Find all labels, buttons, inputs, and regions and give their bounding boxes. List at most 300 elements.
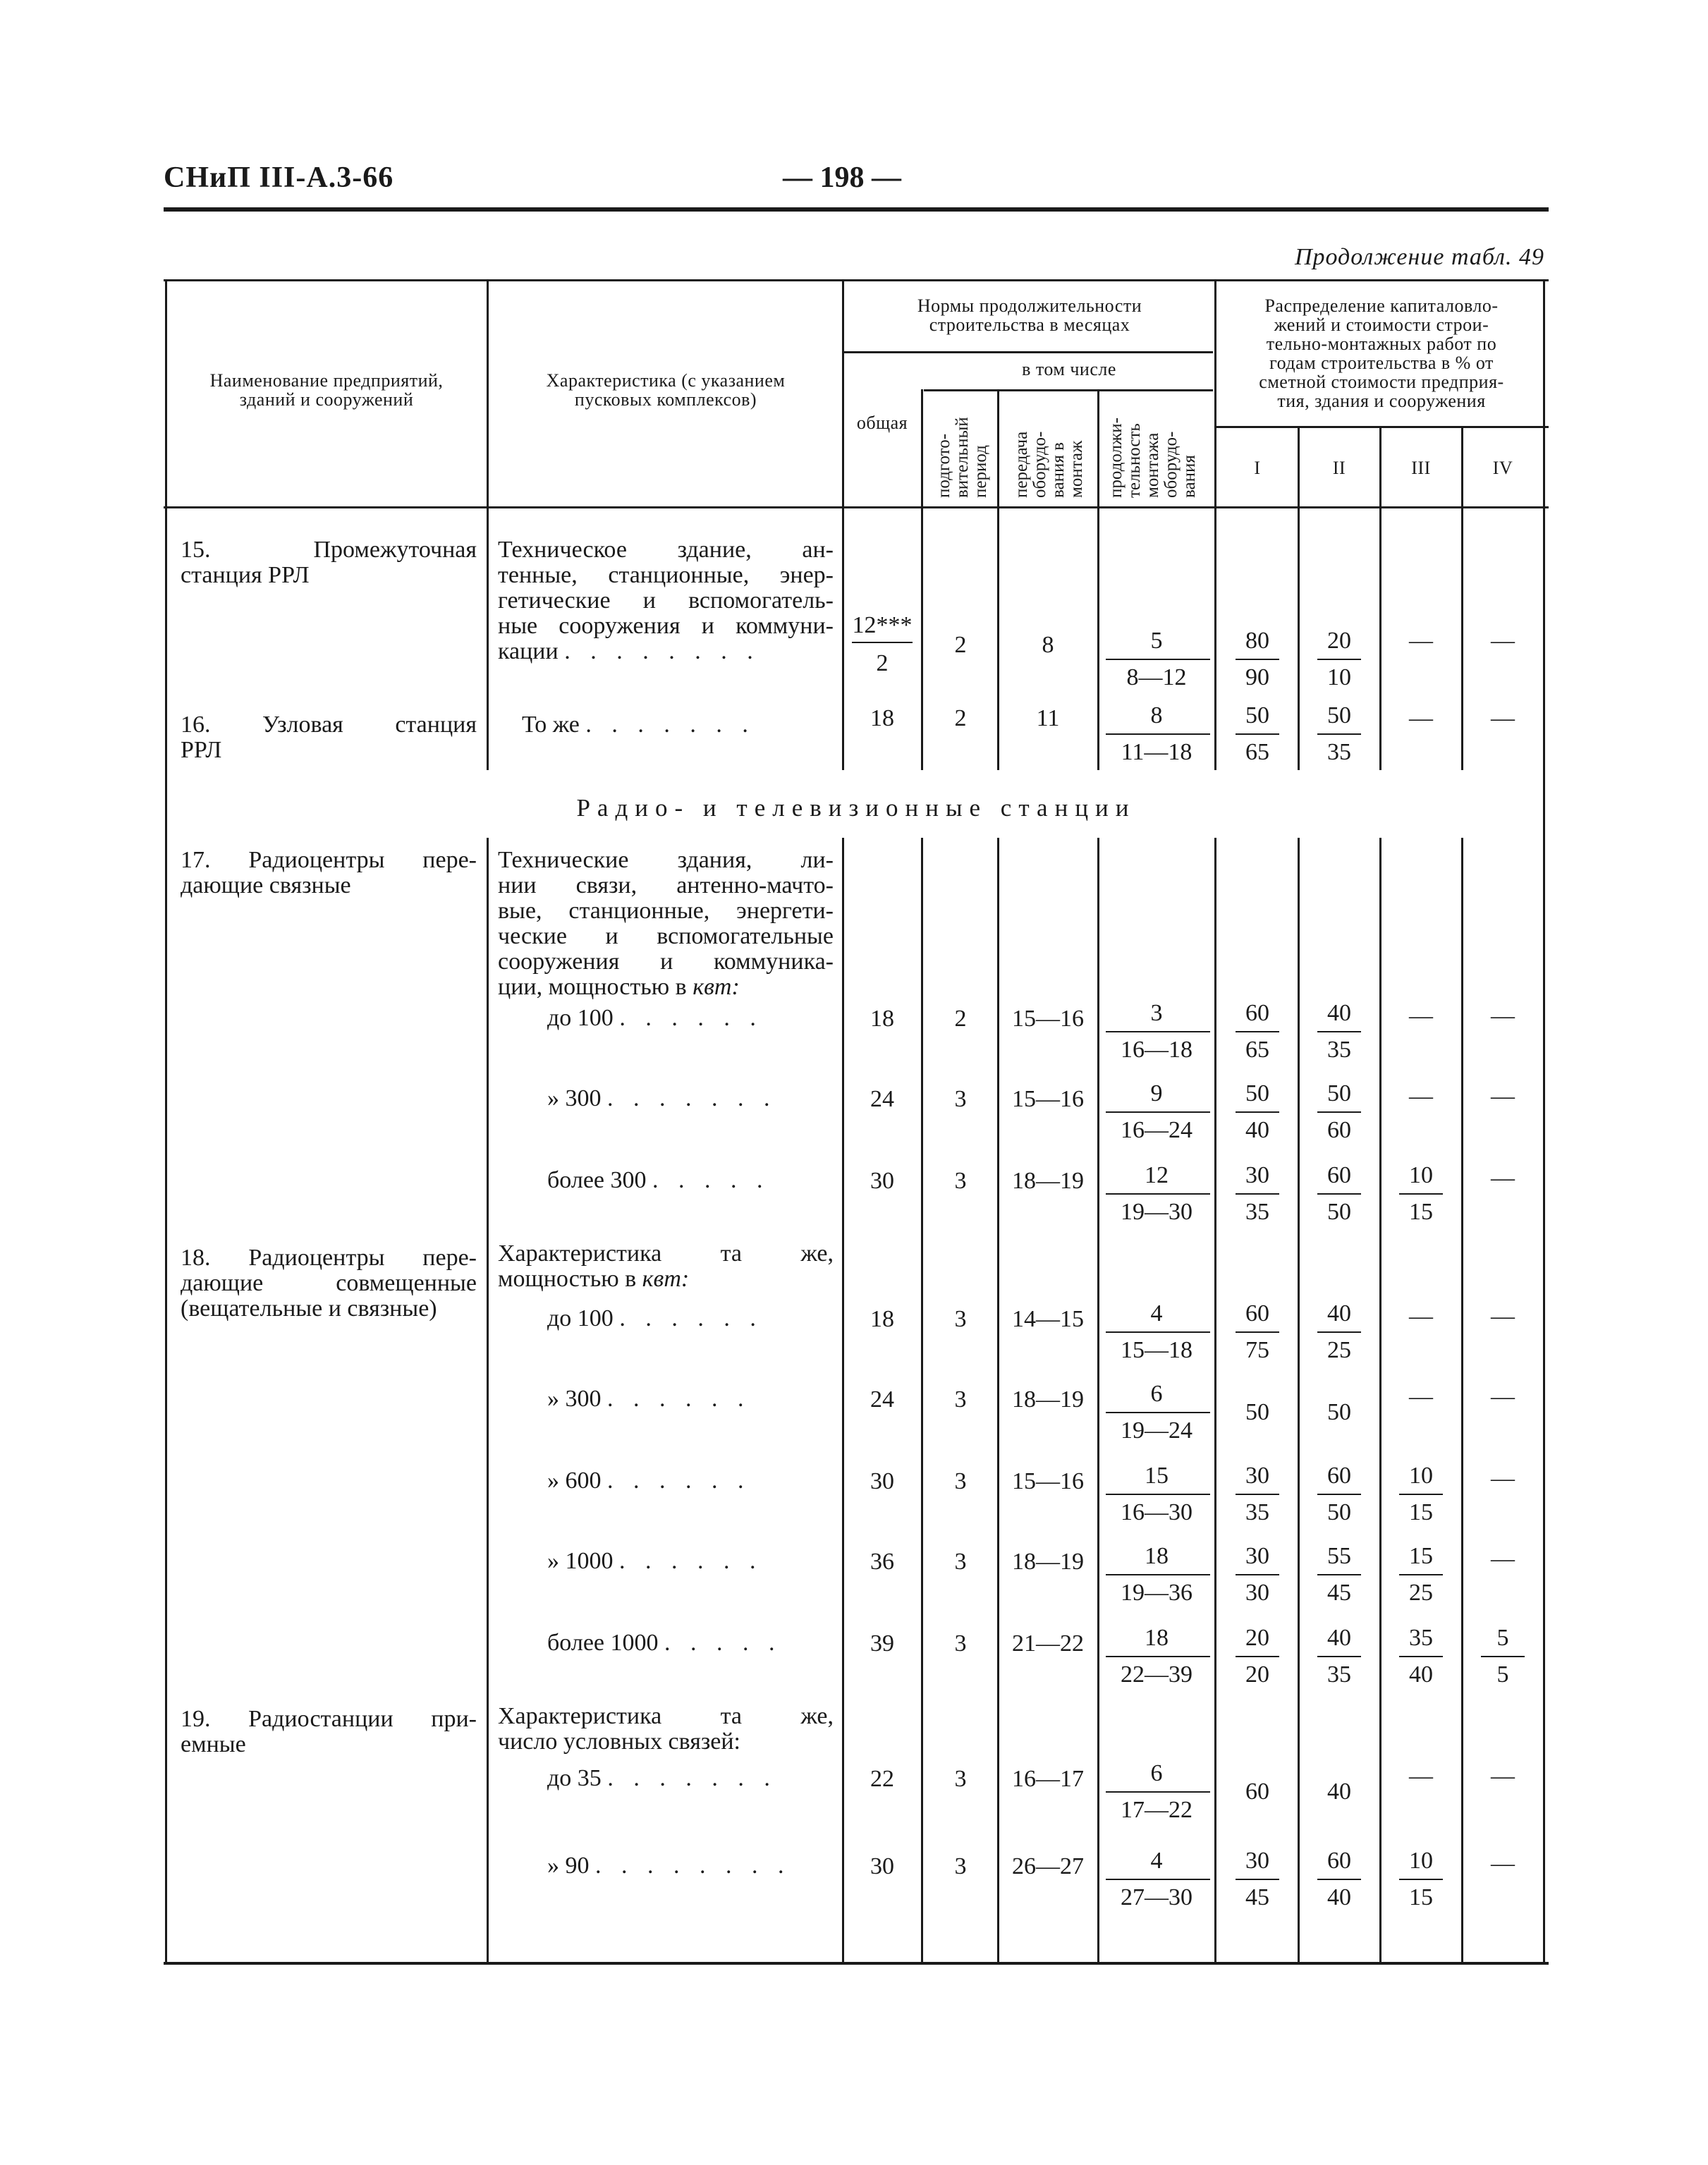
entry-19-characteristic <box>498 1704 834 1755</box>
e15-duration-top: 5 <box>1150 628 1163 654</box>
row-dur-bottom: 19—24 <box>1121 1417 1192 1444</box>
norms-sub-rule <box>843 351 1213 353</box>
e16-y3: — <box>1409 705 1433 731</box>
row-y1-bottom: 45 <box>1245 1884 1269 1910</box>
row-y1-top: 50 <box>1245 1080 1269 1106</box>
row-dur-top: 15 <box>1145 1463 1169 1489</box>
document-code: СНиП III-А.3-66 <box>164 161 394 194</box>
left-edge-rule <box>165 279 167 1965</box>
row-label-text: » 300 <box>547 1386 602 1412</box>
row-label <box>547 1468 836 1494</box>
e16-y4: — <box>1491 705 1515 731</box>
header-transfer-line: монтаж <box>1067 440 1086 498</box>
row-y3-top: 10 <box>1409 1162 1433 1188</box>
row-y4: — <box>1491 1165 1515 1191</box>
row-y1-top: 60 <box>1245 1000 1269 1026</box>
header-rule <box>164 207 1549 212</box>
row-y4-rule <box>1481 1656 1525 1657</box>
row-dur-top: 3 <box>1150 1000 1163 1026</box>
entry-17-characteristic <box>498 848 834 1000</box>
row-transfer: 18—19 <box>1012 1386 1084 1413</box>
row-y1-top: 30 <box>1245 1162 1269 1188</box>
row-dur-top: 18 <box>1145 1543 1169 1569</box>
row-y2-bottom: 40 <box>1327 1884 1351 1910</box>
e15-y1-bottom: 90 <box>1245 664 1269 690</box>
e15-y2-top: 20 <box>1327 628 1351 654</box>
row-label <box>547 1386 836 1412</box>
leader-dots: . . . . . . <box>607 1386 751 1412</box>
row-y3-bottom: 25 <box>1409 1580 1433 1606</box>
row-y3-bottom: 15 <box>1409 1884 1433 1910</box>
entry-name-line: (вещательные и связные) <box>181 1295 437 1322</box>
row-y1-rule <box>1236 1656 1279 1657</box>
row-y3-top: 10 <box>1409 1848 1433 1874</box>
row-total: 22 <box>870 1766 894 1792</box>
row-dur-rule <box>1106 1412 1210 1413</box>
char-line: гетические и вспомогатель- <box>498 587 834 614</box>
e16-y2-rule <box>1317 733 1361 735</box>
row-prep: 2 <box>954 1006 967 1032</box>
col-rule-name <box>487 279 489 1965</box>
row-y2-top: 40 <box>1327 1000 1351 1026</box>
header-install-duration <box>1107 417 1199 498</box>
row-dur-rule <box>1106 1791 1210 1793</box>
char-line-last <box>498 639 834 664</box>
row-label <box>547 1630 836 1656</box>
header-transfer-line: вания в <box>1049 442 1068 498</box>
char-line: ные сооружения и коммуни- <box>498 613 834 639</box>
row-y3: — <box>1409 1303 1433 1329</box>
row-prep: 3 <box>954 1168 967 1194</box>
row-y1-bottom: 30 <box>1245 1580 1269 1606</box>
entry-name-line: дающие связные <box>181 872 351 898</box>
row-transfer: 15—16 <box>1012 1468 1084 1494</box>
row-prep: 3 <box>954 1766 967 1792</box>
table-continuation-label: Продолжение табл. 49 <box>1294 244 1544 270</box>
row-y2-rule <box>1317 1656 1361 1657</box>
incl-sub-rule <box>924 389 1213 391</box>
row-y3-top: 35 <box>1409 1625 1433 1651</box>
entry-15-name <box>181 537 477 588</box>
leader-dots: . . . . . . <box>607 1468 751 1494</box>
leader-dots: . . . . . . . <box>585 712 755 738</box>
row-y3-top: 15 <box>1409 1543 1433 1569</box>
row-transfer: 15—16 <box>1012 1006 1084 1032</box>
col-rule-char <box>842 279 844 1965</box>
row-y1-rule <box>1236 1031 1279 1032</box>
leader-dots: . . . . . . <box>619 1548 763 1574</box>
row-label <box>547 1086 836 1111</box>
row-y3-rule <box>1399 1193 1443 1195</box>
row-dur-top: 6 <box>1150 1760 1163 1786</box>
char-line: Характеристика та же, <box>498 1240 834 1267</box>
row-dur-top: 9 <box>1150 1080 1163 1106</box>
e15-y1-rule <box>1236 659 1279 660</box>
header-norms-line: Нормы продолжительности <box>917 295 1142 316</box>
row-y4-bottom: 5 <box>1496 1661 1509 1688</box>
col-rule-prep <box>997 389 999 1965</box>
row-total: 39 <box>870 1630 894 1657</box>
e15-y2-bottom: 10 <box>1327 664 1351 690</box>
row-total: 24 <box>870 1086 894 1112</box>
row-y1-rule <box>1236 1331 1279 1333</box>
row-y1-bottom: 20 <box>1245 1661 1269 1688</box>
row-dur-rule <box>1106 1879 1210 1880</box>
header-name-line: Наименование предприятий, <box>209 370 444 391</box>
char-line-last <box>498 1267 834 1292</box>
row-y1-top: 30 <box>1245 1543 1269 1569</box>
unit-text: квт: <box>693 974 740 1000</box>
row-dur-bottom: 19—36 <box>1121 1580 1192 1606</box>
row-y3-rule <box>1399 1574 1443 1575</box>
header-duration-line: тельность <box>1125 423 1144 498</box>
row-y3-top: 10 <box>1409 1463 1433 1489</box>
row-dur-rule <box>1106 1193 1210 1195</box>
header-including: в том числе <box>1022 359 1116 379</box>
char-line: Характеристика та же, <box>498 1703 834 1729</box>
char-line: вые, станционные, энергети- <box>498 898 834 924</box>
row-total: 18 <box>870 1306 894 1332</box>
e15-prep: 2 <box>954 632 967 658</box>
char-line: Технические здания, ли- <box>498 847 834 873</box>
row-y2-top: 60 <box>1327 1463 1351 1489</box>
col-rule-total <box>921 389 923 1965</box>
row-dur-rule <box>1106 1494 1210 1495</box>
row-y2-rule <box>1317 1494 1361 1495</box>
header-norms-line: строительства в месяцах <box>929 315 1130 335</box>
entry-name-line: емные <box>181 1731 246 1757</box>
row-label-text: » 300 <box>547 1085 602 1111</box>
row-y2-bottom: 50 <box>1327 1199 1351 1225</box>
row-total: 36 <box>870 1549 894 1575</box>
entry-17-name <box>181 848 477 898</box>
row-transfer: 16—17 <box>1012 1766 1084 1792</box>
page-number: — 198 — <box>783 161 901 194</box>
row-transfer: 15—16 <box>1012 1086 1084 1112</box>
row-y3: — <box>1409 1384 1433 1410</box>
row-y1-bottom: 65 <box>1245 1037 1269 1063</box>
row-dur-bottom: 19—30 <box>1121 1199 1192 1225</box>
entry-name-line: 18. Радиоцентры пере- <box>181 1245 477 1271</box>
row-y4: — <box>1491 1083 1515 1109</box>
row-y3: — <box>1409 1003 1433 1029</box>
e16-y2-top: 50 <box>1327 702 1351 728</box>
leader-dots: . . . . . . . <box>607 1085 777 1111</box>
row-y4: — <box>1491 1763 1515 1789</box>
row-y1-top: 30 <box>1245 1848 1269 1874</box>
row-total: 18 <box>870 1006 894 1032</box>
col-rule-y3 <box>1461 426 1463 1965</box>
right-edge-rule <box>1543 279 1545 1965</box>
char-line: число условных связей: <box>498 1728 741 1755</box>
row-prep: 3 <box>954 1853 967 1879</box>
row-y2-top: 55 <box>1327 1543 1351 1569</box>
row-transfer: 21—22 <box>1012 1630 1084 1657</box>
header-distribution-line: жений и стоимости строи- <box>1274 315 1489 335</box>
entry-name-line: 15. Промежуточная <box>181 537 477 563</box>
col-rule-duration <box>1214 279 1216 1965</box>
row-prep: 3 <box>954 1086 967 1112</box>
row-y1: 50 <box>1245 1399 1269 1425</box>
leader-dots: . . . . . <box>664 1630 782 1656</box>
header-duration-line: монтажа <box>1143 432 1162 498</box>
row-label <box>547 1549 836 1574</box>
e15-y2-rule <box>1317 659 1361 660</box>
row-y3-rule <box>1399 1879 1443 1880</box>
row-dur-bottom: 15—18 <box>1121 1337 1192 1363</box>
header-transfer-line: передача <box>1012 431 1031 498</box>
header-name <box>172 371 481 409</box>
e15-total-top: 12*** <box>852 612 913 638</box>
e15-y3: — <box>1409 628 1433 654</box>
unit-text: квт: <box>642 1266 690 1292</box>
row-y2-rule <box>1317 1331 1361 1333</box>
col-rule-y1 <box>1298 426 1300 1965</box>
entry-name-line: станция РРЛ <box>181 562 310 588</box>
header-duration-line: оборудо- <box>1161 431 1181 498</box>
row-label <box>547 1168 836 1193</box>
row-prep: 3 <box>954 1468 967 1494</box>
e15-y1-top: 80 <box>1245 628 1269 654</box>
e15-y4: — <box>1491 628 1515 654</box>
row-dur-top: 12 <box>1145 1162 1169 1188</box>
row-y2-bottom: 25 <box>1327 1337 1351 1363</box>
e15-transfer: 8 <box>1042 632 1054 658</box>
row-dur-bottom: 16—30 <box>1121 1499 1192 1525</box>
entry-16-characteristic <box>522 712 832 738</box>
row-total: 30 <box>870 1168 894 1194</box>
row-y3-rule <box>1399 1494 1443 1495</box>
row-y2-rule <box>1317 1574 1361 1575</box>
e16-duration-top: 8 <box>1150 702 1163 728</box>
row-dur-rule <box>1106 1111 1210 1113</box>
char-line: нии связи, антенно-мачто- <box>498 872 834 898</box>
row-total: 24 <box>870 1386 894 1413</box>
header-distribution-line: Распределение капиталовло- <box>1264 295 1499 316</box>
row-y4: — <box>1491 1384 1515 1410</box>
row-y2-bottom: 45 <box>1327 1580 1351 1606</box>
row-y2-bottom: 60 <box>1327 1117 1351 1143</box>
entry-18-characteristic <box>498 1241 834 1292</box>
row-transfer: 18—19 <box>1012 1168 1084 1194</box>
e16-total: 18 <box>870 705 894 731</box>
col-rule-y2 <box>1379 426 1381 1965</box>
row-label-text: до 100 <box>547 1305 614 1331</box>
header-total: общая <box>856 413 908 433</box>
row-prep: 3 <box>954 1306 967 1332</box>
row-y4: — <box>1491 1003 1515 1029</box>
header-transfer-line: оборудо- <box>1030 431 1049 498</box>
row-dur-top: 4 <box>1150 1300 1163 1327</box>
row-y4: — <box>1491 1465 1515 1492</box>
row-label-text: более 1000 <box>547 1630 659 1656</box>
header-year-2: II <box>1332 458 1346 478</box>
header-year-1: I <box>1254 458 1261 478</box>
leader-dots: . . . . . . <box>619 1305 763 1331</box>
row-y4: — <box>1491 1303 1515 1329</box>
row-y4: — <box>1491 1850 1515 1877</box>
entry-name-line: 16. Узловая станция <box>181 712 477 738</box>
e16-duration-rule <box>1106 733 1210 735</box>
row-total: 30 <box>870 1853 894 1879</box>
row-label <box>547 1766 836 1791</box>
row-y1-bottom: 35 <box>1245 1199 1269 1225</box>
leader-dots: . . . . . . . <box>607 1765 777 1791</box>
row-y4: — <box>1491 1546 1515 1572</box>
row-dur-bottom: 16—18 <box>1121 1037 1192 1063</box>
row-label <box>547 1006 836 1031</box>
row-dur-top: 18 <box>1145 1625 1169 1651</box>
row-label-text: » 1000 <box>547 1548 614 1574</box>
entry-19-name <box>181 1707 477 1757</box>
row-prep: 3 <box>954 1386 967 1413</box>
row-prep: 3 <box>954 1630 967 1657</box>
char-text: ции, мощностью в <box>498 974 693 1000</box>
row-y2-top: 40 <box>1327 1300 1351 1327</box>
row-dur-bottom: 17—22 <box>1121 1797 1192 1823</box>
row-transfer: 14—15 <box>1012 1306 1084 1332</box>
row-y2-rule <box>1317 1031 1361 1032</box>
row-label-text: » 600 <box>547 1468 602 1494</box>
header-prep-line: вительный <box>953 417 972 498</box>
header-prep-line: период <box>971 445 990 498</box>
row-y1-rule <box>1236 1193 1279 1195</box>
row-label-text: » 90 <box>547 1853 590 1879</box>
row-dur-bottom: 22—39 <box>1121 1661 1192 1688</box>
header-distribution-line: сметной стоимости предприя- <box>1259 372 1504 392</box>
row-y1: 60 <box>1245 1779 1269 1805</box>
entry-name-line: 19. Радиостанции при- <box>181 1706 477 1732</box>
row-y2: 50 <box>1327 1399 1351 1425</box>
row-y2-top: 60 <box>1327 1162 1351 1188</box>
e16-y1-bottom: 65 <box>1245 739 1269 765</box>
row-y1-top: 20 <box>1245 1625 1269 1651</box>
row-dur-rule <box>1106 1031 1210 1032</box>
row-label-text: до 100 <box>547 1005 614 1031</box>
row-label <box>547 1306 836 1331</box>
entry-name-line: РРЛ <box>181 737 222 763</box>
row-y1-rule <box>1236 1879 1279 1880</box>
row-y2-rule <box>1317 1879 1361 1880</box>
row-y1-rule <box>1236 1494 1279 1495</box>
leader-dots: . . . . . . <box>619 1005 763 1031</box>
header-year-4: IV <box>1492 458 1513 478</box>
e16-y1-rule <box>1236 733 1279 735</box>
row-y2: 40 <box>1327 1779 1351 1805</box>
row-y1-bottom: 75 <box>1245 1337 1269 1363</box>
entry-18-name <box>181 1245 477 1322</box>
row-y3-bottom: 15 <box>1409 1199 1433 1225</box>
char-text: мощностью в <box>498 1266 642 1292</box>
row-y3-bottom: 15 <box>1409 1499 1433 1525</box>
char-line: Техническое здание, ан- <box>498 537 834 563</box>
row-dur-bottom: 27—30 <box>1121 1884 1192 1910</box>
header-name-line: зданий и сооружений <box>239 389 414 410</box>
row-y2-bottom: 35 <box>1327 1037 1351 1063</box>
row-dur-top: 4 <box>1150 1848 1163 1874</box>
row-y4-top: 5 <box>1496 1625 1509 1651</box>
row-dur-rule <box>1106 1656 1210 1657</box>
header-characteristic <box>494 371 838 409</box>
e15-total-bottom: 2 <box>876 650 889 676</box>
header-char-line: Характеристика (с указанием <box>546 370 786 391</box>
table-bottom-rule <box>164 1962 1549 1965</box>
leader-dots: . . . . . . . . <box>564 638 760 664</box>
row-y1-top: 30 <box>1245 1463 1269 1489</box>
row-y2-bottom: 50 <box>1327 1499 1351 1525</box>
leader-dots: . . . . . <box>652 1167 770 1193</box>
header-char-line: пусковых комплексов) <box>574 389 757 410</box>
row-dur-top: 6 <box>1150 1381 1163 1407</box>
entry-name-line: 17. Радиоцентры пере- <box>181 847 477 873</box>
char-text: То же <box>522 712 580 738</box>
row-y3: — <box>1409 1763 1433 1789</box>
row-transfer: 18—19 <box>1012 1549 1084 1575</box>
char-line: ческие и вспомогательные <box>498 923 834 949</box>
table-top-rule <box>164 279 1549 281</box>
entry-name-line: дающие совмещенные <box>181 1270 477 1296</box>
header-duration-line: продолжи- <box>1106 417 1126 498</box>
e15-duration-rule <box>1106 659 1210 660</box>
row-y3-rule <box>1399 1656 1443 1657</box>
row-y2-bottom: 35 <box>1327 1661 1351 1688</box>
col-rule-transfer <box>1097 389 1099 1965</box>
row-y3: — <box>1409 1083 1433 1109</box>
char-line-last <box>498 975 834 1000</box>
entry-15-characteristic <box>498 537 834 664</box>
leader-dots: . . . . . . . . <box>595 1853 791 1879</box>
row-y2-rule <box>1317 1111 1361 1113</box>
e15-duration-bottom: 8—12 <box>1126 664 1187 690</box>
row-total: 30 <box>870 1468 894 1494</box>
header-equipment-transfer <box>1013 432 1086 498</box>
row-label-text: более 300 <box>547 1167 647 1193</box>
row-y2-rule <box>1317 1193 1361 1195</box>
row-prep: 3 <box>954 1549 967 1575</box>
e15-total-fraction-rule <box>852 642 913 643</box>
e16-prep: 2 <box>954 705 967 731</box>
e16-y1-top: 50 <box>1245 702 1269 728</box>
row-label <box>547 1853 836 1879</box>
header-distribution <box>1219 296 1544 410</box>
header-year-3: III <box>1411 458 1431 478</box>
header-norms <box>846 296 1213 334</box>
row-transfer: 26—27 <box>1012 1853 1084 1879</box>
row-y1-top: 60 <box>1245 1300 1269 1327</box>
row-y1-bottom: 40 <box>1245 1117 1269 1143</box>
row-y3-bottom: 40 <box>1409 1661 1433 1688</box>
char-text: кации <box>498 638 559 664</box>
row-y1-rule <box>1236 1111 1279 1113</box>
e16-transfer: 11 <box>1036 705 1060 731</box>
header-distribution-line: тия, здания и сооружения <box>1277 391 1486 411</box>
row-dur-rule <box>1106 1574 1210 1575</box>
row-y2-top: 60 <box>1327 1848 1351 1874</box>
header-duration-line: вания <box>1180 455 1199 498</box>
e16-duration-bottom: 11—18 <box>1121 739 1192 765</box>
row-y2-top: 50 <box>1327 1080 1351 1106</box>
section-title: Радио- и телевизионные станции <box>576 794 1136 822</box>
char-line: тенные, станционные, энер- <box>498 562 834 588</box>
header-bottom-rule <box>164 506 1549 508</box>
char-line: сооружения и коммуника- <box>498 949 834 975</box>
entry-16-name <box>181 712 477 763</box>
years-sub-rule <box>1216 426 1549 428</box>
header-prep-period <box>935 417 990 498</box>
row-y2-top: 40 <box>1327 1625 1351 1651</box>
header-prep-line: подгото- <box>934 433 953 498</box>
header-distribution-line: тельно-монтажных работ по <box>1266 334 1497 354</box>
